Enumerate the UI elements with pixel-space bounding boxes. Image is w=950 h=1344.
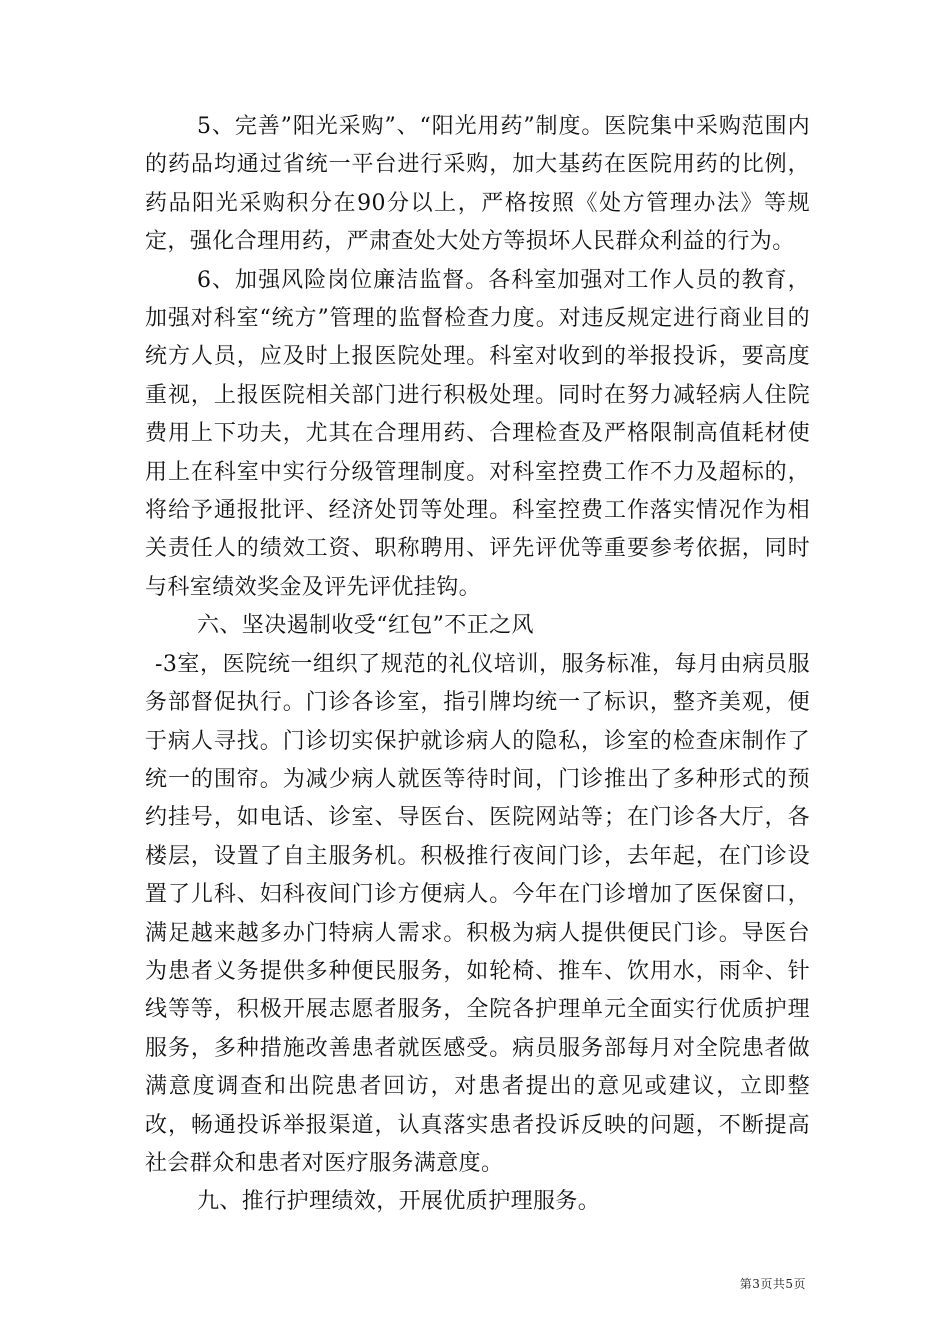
section-heading-9: 九、推行护理绩效，开展优质护理服务。	[197, 1189, 601, 1215]
paragraph-5: 5、完善”阳光采购”、“阳光用药”制度。医院集中采购范围内的药品均通过省统一平台进行采购，加大基药在医院用药的比例，药品阳光采购积分在90分以上，严格按照《处方管理办法》等规定，强化合理用药，严肃查处大处方等损坏人民群众利益的行为。	[145, 114, 810, 255]
page-number: 第3页共5页	[739, 1277, 806, 1291]
document-body	[145, 108, 810, 1222]
section-heading-6: 六、坚决遏制收受“红包”不正之风	[197, 613, 534, 639]
paragraph-6: 6、加强风险岗位廉洁监督。各科室加强对工作人员的教育，加强对科室“统方”管理的监督检查力度。对违反规定进行商业目的统方人员，应及时上报医院处理。科室对收到的举报投诉，要高度重视，上报医院相关部门进行积极处理。同时在努力减轻病人住院费用上下功夫，尤其在合理用药、合理检查及严格限制高值耗材使用上在科室中实行分级管理制度。对科室控费工作不力及超标的，将给予通报批评、经济处罚等处理。科室控费工作落实情况作为相关责任人的绩效工资、职称聘用、评先评优等重要参考依据，同时与科室绩效奖金及评先评优挂钩。	[145, 267, 810, 600]
paragraph-services: -3室，医院统一组织了规范的礼仪培训，服务标准，每月由病员服务部督促执行。门诊各诊室，指引牌均统一了标识，整齐美观，便于病人寻找。门诊切实保护就诊病人的隐私，诊室的检查床制作了统一的围帘。为减少病人就医等待时间，门诊推出了多种形式的预约挂号，如电话、诊室、导医台、医院网站等；在门诊各大厅，各楼层，设置了自主服务机。积极推行夜间门诊，去年起，在门诊设置了儿科、妇科夜间门诊方便病人。今年在门诊增加了医保窗口，满足越来越多办门特病人需求。积极为病人提供便民门诊。导医台为患者义务提供多种便民服务，如轮椅、推车、饮用水，雨伞、针线等等，积极开展志愿者服务，全院各护理单元全面实行优质护理服务，多种措施改善患者就医感受。病员服务部每月对全院患者做满意度调查和出院患者回访，对患者提出的意见或建议，立即整改，畅通投诉举报渠道，认真落实患者投诉反映的问题，不断提高社会群众和患者对医疗服务满意度。	[145, 651, 810, 1176]
